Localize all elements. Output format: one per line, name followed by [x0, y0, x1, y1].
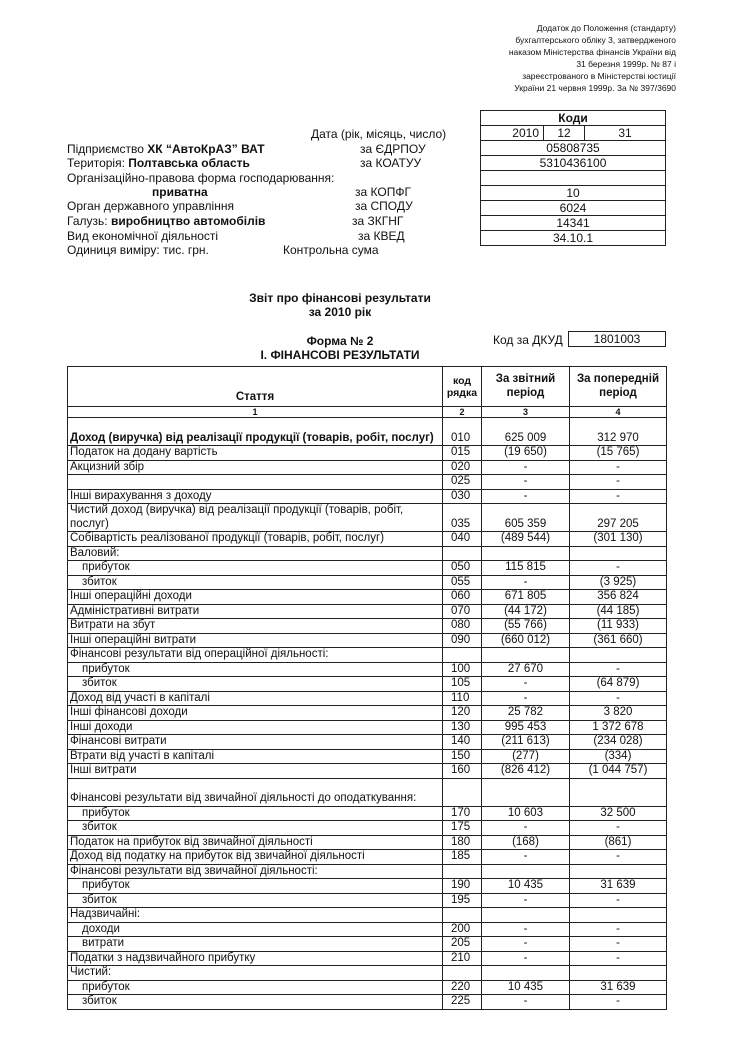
row-previous-value: -: [570, 662, 667, 677]
row-label: прибуток: [68, 980, 443, 995]
table-row: [68, 864, 667, 879]
row-label: Інші вирахування з доходу: [68, 489, 443, 504]
row-code: [443, 778, 482, 806]
row-previous-value: -: [570, 937, 667, 952]
table-row: [68, 806, 667, 821]
row-code: 100: [443, 662, 482, 677]
report-period: за 2010 рік: [308, 305, 372, 319]
kved-label: за КВЕД: [358, 229, 405, 243]
row-previous-value: -: [570, 922, 667, 937]
row-label: Фінансові витрати: [68, 735, 443, 750]
header-article: Стаття: [68, 367, 443, 407]
row-code: 070: [443, 604, 482, 619]
row-current-value: (44 172): [482, 604, 570, 619]
row-code: 205: [443, 937, 482, 952]
row-previous-value: [570, 648, 667, 663]
header-previous: За попередній період: [570, 367, 667, 407]
territory-label: Територія:: [67, 156, 125, 170]
table-row: [68, 691, 667, 706]
row-current-value: -: [482, 850, 570, 865]
row-code: 160: [443, 764, 482, 779]
table-row: [68, 677, 667, 692]
enterprise-label: Підприємство: [67, 142, 144, 156]
row-previous-value: 3 820: [570, 706, 667, 721]
row-code: [443, 966, 482, 981]
row-current-value: [482, 966, 570, 981]
row-code: [443, 908, 482, 923]
industry-label: Галузь:: [67, 214, 108, 228]
row-code: 055: [443, 575, 482, 590]
row-previous-value: (361 660): [570, 633, 667, 648]
table-row: [68, 922, 667, 937]
legal-form-label: Організаційно-правова форма господарювання:: [67, 171, 335, 185]
row-current-value: 605 359: [482, 504, 570, 532]
row-current-value: (55 766): [482, 619, 570, 634]
row-current-value: 27 670: [482, 662, 570, 677]
table-row: [68, 937, 667, 952]
table-row: [68, 706, 667, 721]
table-row: [68, 850, 667, 865]
row-current-value: (211 613): [482, 735, 570, 750]
table-row: [68, 475, 667, 490]
col-number: 4: [570, 407, 667, 418]
row-label: Надзвичайні:: [68, 908, 443, 923]
row-previous-value: [570, 864, 667, 879]
row-label: збиток: [68, 995, 443, 1010]
table-row: [68, 764, 667, 779]
row-code: [443, 864, 482, 879]
row-label: прибуток: [68, 561, 443, 576]
code-kopfg: 10: [481, 186, 666, 201]
table-row: [68, 489, 667, 504]
koatuu-label: за КОАТУУ: [360, 156, 422, 170]
table-row: [68, 575, 667, 590]
row-current-value: -: [482, 937, 570, 952]
row-code: 020: [443, 460, 482, 475]
table-row: [68, 821, 667, 836]
dkud-label: Код за ДКУД: [493, 333, 563, 347]
table-row: [68, 980, 667, 995]
row-code: 090: [443, 633, 482, 648]
table-row: [68, 561, 667, 576]
row-code: 140: [443, 735, 482, 750]
row-label: Податки з надзвичайного прибутку: [68, 951, 443, 966]
code-month: 12: [544, 126, 585, 141]
row-previous-value: -: [570, 893, 667, 908]
row-code: 130: [443, 720, 482, 735]
row-current-value: (19 650): [482, 446, 570, 461]
row-previous-value: (15 765): [570, 446, 667, 461]
section-title: І. ФІНАНСОВІ РЕЗУЛЬТАТИ: [260, 348, 420, 362]
table-row: [68, 590, 667, 605]
row-current-value: -: [482, 691, 570, 706]
code-edrpou: 05808735: [481, 141, 666, 156]
column-number-row: [68, 407, 667, 418]
row-current-value: [482, 648, 570, 663]
row-current-value: 671 805: [482, 590, 570, 605]
date-label: Дата (рік, місяць, число): [311, 127, 447, 141]
row-previous-value: (301 130): [570, 532, 667, 547]
approval-note-line: зареєстрованого в Міністерстві юстиції: [522, 71, 676, 81]
row-label: витрати: [68, 937, 443, 952]
col-number: 1: [68, 407, 443, 418]
row-previous-value: [570, 546, 667, 561]
row-current-value: 10 603: [482, 806, 570, 821]
row-label: Податок на додану вартість: [68, 446, 443, 461]
table-row: [68, 893, 667, 908]
approval-note-line: наказом Міністерства фінансів України від: [508, 47, 676, 57]
row-previous-value: [570, 908, 667, 923]
row-previous-value: (64 879): [570, 677, 667, 692]
table-row: [68, 908, 667, 923]
row-current-value: [482, 778, 570, 806]
row-previous-value: (1 044 757): [570, 764, 667, 779]
row-current-value: [482, 908, 570, 923]
row-previous-value: 312 970: [570, 418, 667, 446]
row-current-value: -: [482, 489, 570, 504]
row-previous-value: -: [570, 951, 667, 966]
report-title: Звіт про фінансові результати: [249, 291, 431, 305]
form-number: Форма № 2: [306, 334, 374, 348]
code-zkgng: 14341: [481, 216, 666, 231]
row-current-value: (168): [482, 835, 570, 850]
row-current-value: -: [482, 677, 570, 692]
row-current-value: 25 782: [482, 706, 570, 721]
code-year: 2010: [481, 126, 544, 141]
row-code: 185: [443, 850, 482, 865]
unit-label: Одиниця виміру: тис. грн.: [67, 243, 209, 257]
table-row: [68, 778, 667, 806]
table-row: [68, 504, 667, 532]
row-label: Валовий:: [68, 546, 443, 561]
row-previous-value: 31 639: [570, 980, 667, 995]
row-current-value: -: [482, 995, 570, 1010]
zkgng-label: за ЗКГНГ: [352, 214, 404, 228]
table-row: [68, 546, 667, 561]
authority-label: Орган державного управління: [67, 199, 234, 213]
table-row: [68, 662, 667, 677]
approval-note: [420, 22, 676, 94]
row-previous-value: 31 639: [570, 879, 667, 894]
row-previous-value: 1 372 678: [570, 720, 667, 735]
row-label: Доход (виручка) від реалізації продукції (товарів, робіт, послуг): [68, 418, 443, 446]
row-previous-value: 356 824: [570, 590, 667, 605]
table-row: [68, 879, 667, 894]
approval-note-line: 31 березня 1999р. № 87 і: [576, 59, 676, 69]
row-code: 190: [443, 879, 482, 894]
row-label: Втрати від участі в капіталі: [68, 749, 443, 764]
code-koatuu: 5310436100: [481, 156, 666, 171]
code-spodu: 6024: [481, 201, 666, 216]
table-header-row: [68, 367, 667, 407]
col-number: 2: [443, 407, 482, 418]
row-code: 015: [443, 446, 482, 461]
row-code: [443, 648, 482, 663]
row-label: Інші фінансові доходи: [68, 706, 443, 721]
row-previous-value: -: [570, 691, 667, 706]
table-row: [68, 532, 667, 547]
row-previous-value: -: [570, 995, 667, 1010]
code-day: 31: [585, 126, 666, 141]
territory-value: Полтавська область: [128, 156, 250, 170]
row-code: 220: [443, 980, 482, 995]
row-current-value: -: [482, 922, 570, 937]
table-row: [68, 749, 667, 764]
row-code: 010: [443, 418, 482, 446]
row-current-value: (277): [482, 749, 570, 764]
enterprise-value: ХК “АвтоКрАЗ” ВАТ: [147, 142, 265, 156]
row-label: збиток: [68, 893, 443, 908]
row-code: 225: [443, 995, 482, 1010]
row-current-value: -: [482, 575, 570, 590]
row-current-value: -: [482, 475, 570, 490]
row-code: 175: [443, 821, 482, 836]
row-current-value: [482, 864, 570, 879]
row-code: 025: [443, 475, 482, 490]
row-label: Інші операційні витрати: [68, 633, 443, 648]
territory-row: [67, 156, 250, 170]
row-label: збиток: [68, 575, 443, 590]
activity-label: Вид економічної діяльності: [67, 229, 219, 243]
row-label: Доход від участі в капіталі: [68, 691, 443, 706]
row-previous-value: (334): [570, 749, 667, 764]
approval-note-line: бухгалтерського обліку 3, затвердженого: [515, 35, 676, 45]
header-code: код рядка: [443, 367, 482, 407]
row-current-value: 625 009: [482, 418, 570, 446]
code-kved: 34.10.1: [481, 231, 666, 246]
row-previous-value: -: [570, 561, 667, 576]
row-label: Собівартість реалізованої продукції (товарів, робіт, послуг): [68, 532, 443, 547]
row-label: доходи: [68, 922, 443, 937]
table-row: [68, 418, 667, 446]
table-row: [68, 460, 667, 475]
row-label: Акцизний збір: [68, 460, 443, 475]
row-current-value: 995 453: [482, 720, 570, 735]
financial-results-table: [67, 366, 667, 1010]
row-previous-value: -: [570, 475, 667, 490]
table-row: [68, 951, 667, 966]
checksum-label: Контрольна сума: [283, 243, 379, 257]
row-code: 050: [443, 561, 482, 576]
row-label: Податок на прибуток від звичайної діяльності: [68, 835, 443, 850]
row-label: збиток: [68, 821, 443, 836]
row-label: прибуток: [68, 806, 443, 821]
row-label: Фінансові результати від звичайної діяльності до оподаткування:: [68, 778, 443, 806]
row-current-value: -: [482, 951, 570, 966]
row-current-value: (660 012): [482, 633, 570, 648]
row-code: [443, 546, 482, 561]
row-code: 120: [443, 706, 482, 721]
row-code: 210: [443, 951, 482, 966]
row-current-value: 115 815: [482, 561, 570, 576]
industry-row: [67, 214, 265, 228]
row-current-value: (489 544): [482, 532, 570, 547]
col-number: 3: [482, 407, 570, 418]
legal-form-value: приватна: [152, 185, 208, 199]
table-row: [68, 735, 667, 750]
dkud-value: 1801003: [568, 331, 666, 347]
row-code: 170: [443, 806, 482, 821]
row-label: прибуток: [68, 662, 443, 677]
row-code: 080: [443, 619, 482, 634]
row-current-value: [482, 546, 570, 561]
table-body: [68, 418, 667, 1010]
row-code: 040: [443, 532, 482, 547]
row-previous-value: (44 185): [570, 604, 667, 619]
header-current: За звітний період: [482, 367, 570, 407]
industry-value: виробництво автомобілів: [110, 214, 266, 228]
row-label: Фінансові результати від операційної діяльності:: [68, 648, 443, 663]
code-blank: [481, 171, 666, 186]
row-label: Чистий доход (виручка) від реалізації продукції (товарів, робіт, послуг): [68, 504, 443, 532]
row-previous-value: -: [570, 821, 667, 836]
row-previous-value: 297 205: [570, 504, 667, 532]
table-row: [68, 446, 667, 461]
kopfg-label: за КОПФГ: [355, 185, 411, 199]
row-label: Інші операційні доходи: [68, 590, 443, 605]
row-previous-value: (861): [570, 835, 667, 850]
row-current-value: (826 412): [482, 764, 570, 779]
row-previous-value: [570, 966, 667, 981]
row-current-value: -: [482, 460, 570, 475]
row-label: Інші витрати: [68, 764, 443, 779]
row-label: прибуток: [68, 879, 443, 894]
table-row: [68, 995, 667, 1010]
row-label: [68, 475, 443, 490]
row-current-value: -: [482, 821, 570, 836]
row-previous-value: -: [570, 460, 667, 475]
row-code: 110: [443, 691, 482, 706]
row-previous-value: (3 925): [570, 575, 667, 590]
row-code: 195: [443, 893, 482, 908]
approval-note-line: України 21 червня 1999р. За № 397/3690: [514, 83, 676, 93]
table-row: [68, 966, 667, 981]
row-previous-value: (11 933): [570, 619, 667, 634]
table-row: [68, 619, 667, 634]
row-code: 060: [443, 590, 482, 605]
row-current-value: -: [482, 893, 570, 908]
row-code: 200: [443, 922, 482, 937]
row-current-value: 10 435: [482, 879, 570, 894]
row-code: 105: [443, 677, 482, 692]
row-code: 035: [443, 504, 482, 532]
row-previous-value: -: [570, 850, 667, 865]
row-label: Витрати на збут: [68, 619, 443, 634]
codes-box: [480, 110, 666, 246]
table-row: [68, 648, 667, 663]
row-label: Доход від податку на прибуток від звичайної діяльності: [68, 850, 443, 865]
approval-note-line: Додаток до Положення (стандарту): [536, 23, 676, 33]
enterprise-row: [67, 142, 265, 156]
row-label: збиток: [68, 677, 443, 692]
codes-title: Коди: [481, 111, 666, 126]
row-previous-value: [570, 778, 667, 806]
row-label: Адміністративні витрати: [68, 604, 443, 619]
table-row: [68, 720, 667, 735]
row-label: Чистий:: [68, 966, 443, 981]
row-code: 180: [443, 835, 482, 850]
row-current-value: 10 435: [482, 980, 570, 995]
row-label: Інші доходи: [68, 720, 443, 735]
table-row: [68, 835, 667, 850]
row-previous-value: -: [570, 489, 667, 504]
edrpou-label: за ЄДРПОУ: [360, 142, 426, 156]
spodu-label: за СПОДУ: [355, 199, 413, 213]
table-row: [68, 604, 667, 619]
row-label: Фінансові результати від звичайної діяльності:: [68, 864, 443, 879]
row-code: 030: [443, 489, 482, 504]
table-row: [68, 633, 667, 648]
row-previous-value: (234 028): [570, 735, 667, 750]
row-previous-value: 32 500: [570, 806, 667, 821]
row-code: 150: [443, 749, 482, 764]
